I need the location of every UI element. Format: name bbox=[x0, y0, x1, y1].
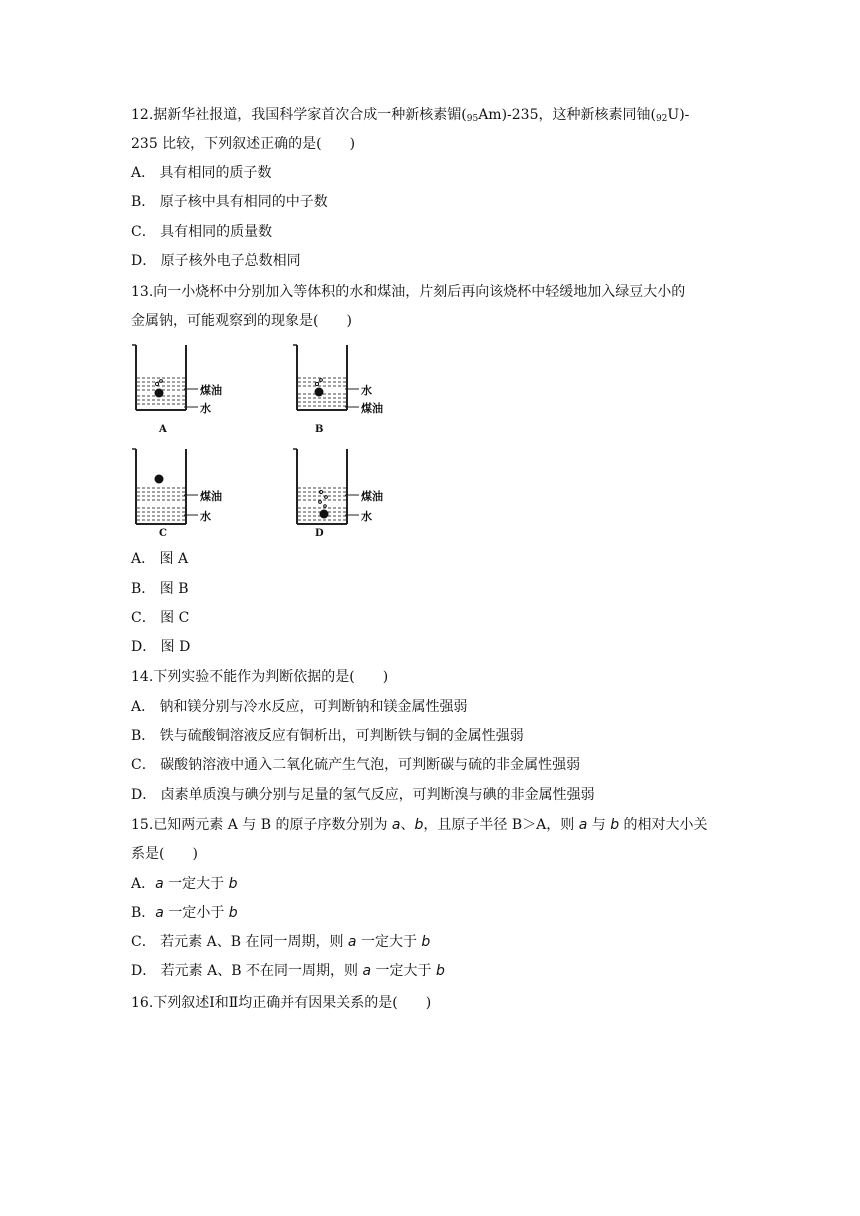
q12-option-c: C． 具有相同的质量数 bbox=[131, 224, 273, 240]
q13-option-b: B． 图 B bbox=[131, 581, 189, 597]
beaker-a-bottom-label: 水 bbox=[200, 402, 211, 415]
beaker-d-letter: D bbox=[315, 528, 324, 539]
q14-option-c: C． 碳酸钠溶液中通入二氧化硫产生气泡，可判断碳与硫的非金属性强弱 bbox=[131, 757, 581, 773]
q15-option-a: A．a 一定大于 b bbox=[131, 876, 238, 892]
beaker-b-bottom-label: 煤油 bbox=[361, 402, 383, 415]
beaker-b-top-label: 水 bbox=[361, 384, 372, 397]
beaker-d-top-label: 煤油 bbox=[361, 490, 383, 503]
beaker-c-bottom-label: 水 bbox=[200, 510, 211, 523]
q12-option-d: D． 原子核外电子总数相同 bbox=[131, 253, 301, 269]
beaker-c-top-label: 煤油 bbox=[200, 490, 222, 503]
q13-option-d: D． 图 D bbox=[131, 639, 191, 655]
beaker-figure-c bbox=[126, 444, 256, 544]
beaker-a-top-label: 煤油 bbox=[200, 384, 222, 397]
beaker-c-letter: C bbox=[159, 528, 167, 539]
beaker-a-letter: A bbox=[159, 424, 167, 435]
q13-option-c: C． 图 C bbox=[131, 610, 190, 626]
q13-stem-line1: 13.向一小烧杯中分别加入等体积的水和煤油，片刻后再向该烧杯中轻缓地加入绿豆大小的 bbox=[131, 284, 686, 300]
beaker-figure-b bbox=[287, 340, 417, 440]
q14-option-d: D． 卤素单质溴与碘分别与足量的氢气反应，可判断溴与碘的非金属性强弱 bbox=[131, 787, 595, 803]
q14-option-b: B． 铁与硫酸铜溶液反应有铜析出，可判断铁与铜的金属性强弱 bbox=[131, 728, 524, 744]
q15-stem-line1: 15.已知两元素 A 与 B 的原子序数分别为 a、b，且原子半径 B＞A，则 a 与 b 的相对大小关 bbox=[131, 817, 708, 833]
beaker-b-letter: B bbox=[315, 424, 324, 435]
q13-stem-line2: 金属钠，可能观察到的现象是( ) bbox=[131, 313, 352, 329]
q13-option-a: A． 图 A bbox=[131, 551, 189, 567]
q14-stem: 14.下列实验不能作为判断依据的是( ) bbox=[131, 669, 389, 685]
q15-option-c: C． 若元素 A、B 在同一周期，则 a 一定大于 b bbox=[131, 934, 431, 950]
q12-stem-line1: 12.据新华社报道，我国科学家首次合成一种新核素镅$(_{95}Am)-235$，这种新核素同铀$(_{92}U)-$ bbox=[131, 107, 690, 124]
q15-stem-line2: 系是( ) bbox=[131, 846, 198, 862]
q14-option-a: A． 钠和镁分别与冷水反应，可判断钠和镁金属性强弱 bbox=[131, 699, 468, 715]
q12-stem-line2: 235 比较，下列叙述正确的是( ) bbox=[131, 136, 356, 152]
q15-option-d: D． 若元素 A、B 不在同一周期，则 a 一定大于 b bbox=[131, 963, 445, 979]
beaker-figure-a bbox=[126, 340, 256, 440]
q15-option-b: B．a 一定小于 b bbox=[131, 905, 238, 921]
beaker-d-bottom-label: 水 bbox=[361, 510, 372, 523]
q12-option-a: A． 具有相同的质子数 bbox=[131, 165, 272, 181]
beaker-figure-d bbox=[287, 444, 417, 544]
q12-option-b: B． 原子核中具有相同的中子数 bbox=[131, 194, 328, 210]
q16-stem: 16.下列叙述Ⅰ和Ⅱ均正确并有因果关系的是( ) bbox=[131, 995, 432, 1011]
